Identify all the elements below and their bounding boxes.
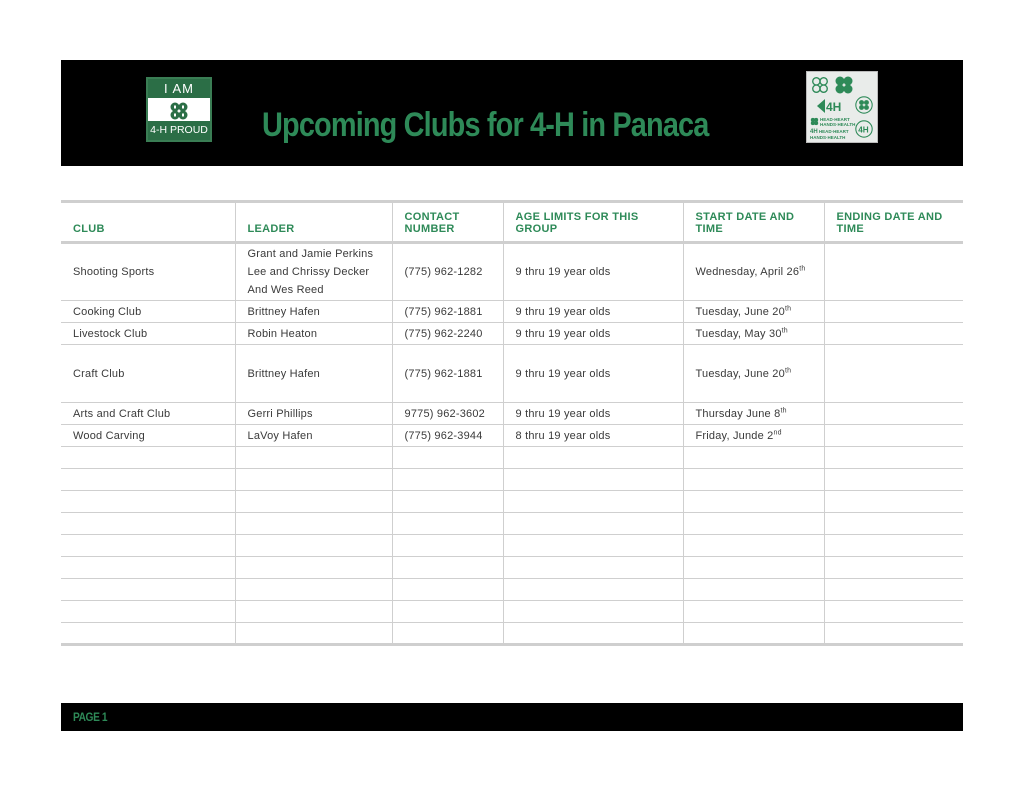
empty-cell	[824, 513, 963, 535]
empty-cell	[683, 447, 824, 469]
empty-cell	[392, 469, 503, 491]
empty-cell	[392, 601, 503, 623]
age-cell: 9 thru 19 year olds	[503, 243, 683, 301]
table-body	[61, 243, 963, 645]
leader-line: Grant and Jamie Perkins	[247, 248, 374, 260]
column-header-club: CLUB	[61, 202, 235, 243]
club-cell: Craft Club	[61, 345, 235, 403]
clover-icon	[810, 75, 830, 95]
empty-cell	[503, 579, 683, 601]
empty-cell	[235, 579, 392, 601]
column-header-start: START DATE AND TIME	[683, 202, 824, 243]
empty-cell	[824, 535, 963, 557]
age-cell: 9 thru 19 year olds	[503, 323, 683, 345]
contact-cell: (775) 962-1282	[392, 243, 503, 301]
club-cell: Wood Carving	[61, 425, 235, 447]
empty-cell	[61, 601, 235, 623]
empty-cell	[683, 579, 824, 601]
empty-cell	[61, 579, 235, 601]
contact-cell: (775) 962-2240	[392, 323, 503, 345]
empty-cell	[824, 579, 963, 601]
contact-cell: (775) 962-1881	[392, 301, 503, 323]
empty-table-row	[61, 579, 963, 601]
empty-cell	[392, 557, 503, 579]
empty-cell	[392, 447, 503, 469]
empty-cell	[503, 469, 683, 491]
age-cell: 9 thru 19 year olds	[503, 301, 683, 323]
footer-bar	[61, 703, 963, 731]
start-date: Tuesday, June 20	[695, 367, 785, 380]
empty-cell	[824, 623, 963, 645]
start-cell	[683, 243, 824, 301]
leader-cell: Brittney Hafen	[235, 301, 392, 323]
ordinal-suffix: nd	[773, 428, 782, 436]
club-cell: Cooking Club	[61, 301, 235, 323]
ordinal-suffix: th	[784, 304, 792, 312]
clubs-table-container	[61, 200, 963, 646]
clover-icon	[833, 74, 855, 96]
empty-cell	[503, 601, 683, 623]
start-date: Tuesday, May 30	[695, 327, 782, 340]
empty-cell	[824, 491, 963, 513]
leader-line: Lee and Chrissy Decker	[247, 266, 370, 278]
column-header-contact: CONTACT NUMBER	[392, 202, 503, 243]
start-cell	[683, 345, 824, 403]
i-am-4h-proud-logo	[146, 77, 212, 142]
table-row	[61, 345, 963, 403]
empty-cell	[61, 469, 235, 491]
empty-cell	[503, 557, 683, 579]
clover-icon	[148, 98, 210, 123]
start-date: Tuesday, June 20	[695, 305, 785, 318]
end-cell	[824, 243, 963, 301]
leader-cell: Robin Heaton	[235, 323, 392, 345]
start-cell	[683, 403, 824, 425]
column-header-age: AGE LIMITS FOR THIS GROUP	[503, 202, 683, 243]
empty-cell	[683, 535, 824, 557]
club-cell: Livestock Club	[61, 323, 235, 345]
empty-cell	[235, 491, 392, 513]
empty-cell	[392, 491, 503, 513]
empty-cell	[824, 469, 963, 491]
column-header-end: ENDING DATE AND TIME	[836, 211, 943, 235]
leader-cell: LaVoy Hafen	[235, 425, 392, 447]
empty-cell	[61, 447, 235, 469]
empty-cell	[503, 623, 683, 645]
contact-cell: (775) 962-1881	[392, 345, 503, 403]
empty-cell	[235, 513, 392, 535]
clover-icon	[855, 96, 873, 114]
empty-cell	[683, 469, 824, 491]
empty-cell	[235, 447, 392, 469]
leader-cell	[235, 243, 392, 301]
club-cell: Arts and Craft Club	[61, 403, 235, 425]
end-cell	[824, 345, 963, 403]
empty-cell	[61, 535, 235, 557]
empty-cell	[683, 623, 824, 645]
empty-cell	[392, 579, 503, 601]
age-cell: 9 thru 19 year olds	[503, 345, 683, 403]
empty-table-row	[61, 557, 963, 579]
empty-table-row	[61, 601, 963, 623]
empty-cell	[824, 557, 963, 579]
table-row	[61, 403, 963, 425]
4h-clover-icon	[815, 97, 847, 115]
start-date: Thursday June 8	[695, 407, 781, 420]
4h-emblems-logo	[806, 71, 878, 143]
clubs-table	[61, 200, 963, 646]
age-cell: 9 thru 19 year olds	[503, 403, 683, 425]
empty-cell	[235, 623, 392, 645]
page-number: PAGE 1	[73, 710, 108, 724]
empty-cell	[235, 469, 392, 491]
table-row	[61, 301, 963, 323]
empty-cell	[235, 535, 392, 557]
start-date: Friday, Junde 2	[695, 429, 774, 442]
start-date: Wednesday, April 26	[695, 266, 800, 278]
empty-table-row	[61, 623, 963, 645]
leader-cell: Brittney Hafen	[235, 345, 392, 403]
empty-cell	[503, 447, 683, 469]
start-cell	[683, 425, 824, 447]
empty-cell	[235, 557, 392, 579]
ordinal-suffix: th	[781, 326, 788, 334]
empty-cell	[61, 623, 235, 645]
end-cell	[824, 323, 963, 345]
start-cell	[683, 323, 824, 345]
contact-cell: (775) 962-3944	[392, 425, 503, 447]
svg-text:4H: 4H	[826, 100, 842, 114]
4h-circle-icon	[855, 120, 873, 138]
empty-table-row	[61, 447, 963, 469]
empty-cell	[683, 557, 824, 579]
leader-line: And Wes Reed	[247, 284, 324, 296]
empty-table-row	[61, 513, 963, 535]
column-header-leader: LEADER	[235, 202, 392, 243]
clover-icon	[810, 117, 819, 126]
empty-cell	[503, 513, 683, 535]
table-row	[61, 323, 963, 345]
leader-cell: Gerri Phillips	[235, 403, 392, 425]
table-row	[61, 243, 963, 301]
end-cell	[824, 301, 963, 323]
ordinal-suffix: th	[799, 265, 806, 273]
svg-text:4H: 4H	[858, 125, 869, 135]
table-row	[61, 425, 963, 447]
end-cell	[824, 403, 963, 425]
logo-bottom-text: 4-H PROUD	[148, 121, 210, 140]
empty-table-row	[61, 469, 963, 491]
empty-cell	[824, 601, 963, 623]
empty-table-row	[61, 491, 963, 513]
empty-cell	[392, 623, 503, 645]
logo-motto-text: 4H HEAD·HEART HANDS·HEALTH	[810, 129, 849, 140]
empty-cell	[683, 491, 824, 513]
club-cell: Shooting Sports	[61, 243, 235, 301]
page-title: Upcoming Clubs for 4-H in Panaca	[262, 106, 709, 144]
empty-cell	[235, 601, 392, 623]
table-header-row	[61, 202, 963, 243]
empty-table-row	[61, 535, 963, 557]
end-cell	[824, 425, 963, 447]
logo-top-text: I AM	[148, 79, 210, 98]
start-cell	[683, 301, 824, 323]
empty-cell	[683, 601, 824, 623]
ordinal-suffix: th	[784, 366, 792, 374]
empty-cell	[503, 535, 683, 557]
contact-cell: 9775) 962-3602	[392, 403, 503, 425]
age-cell: 8 thru 19 year olds	[503, 425, 683, 447]
empty-cell	[683, 513, 824, 535]
empty-cell	[503, 491, 683, 513]
empty-cell	[392, 513, 503, 535]
empty-cell	[392, 535, 503, 557]
logo-motto-text: HEAD·HEART HANDS·HEALTH	[820, 117, 856, 127]
empty-cell	[824, 447, 963, 469]
empty-cell	[61, 513, 235, 535]
empty-cell	[61, 491, 235, 513]
empty-cell	[61, 557, 235, 579]
ordinal-suffix: th	[780, 406, 787, 414]
